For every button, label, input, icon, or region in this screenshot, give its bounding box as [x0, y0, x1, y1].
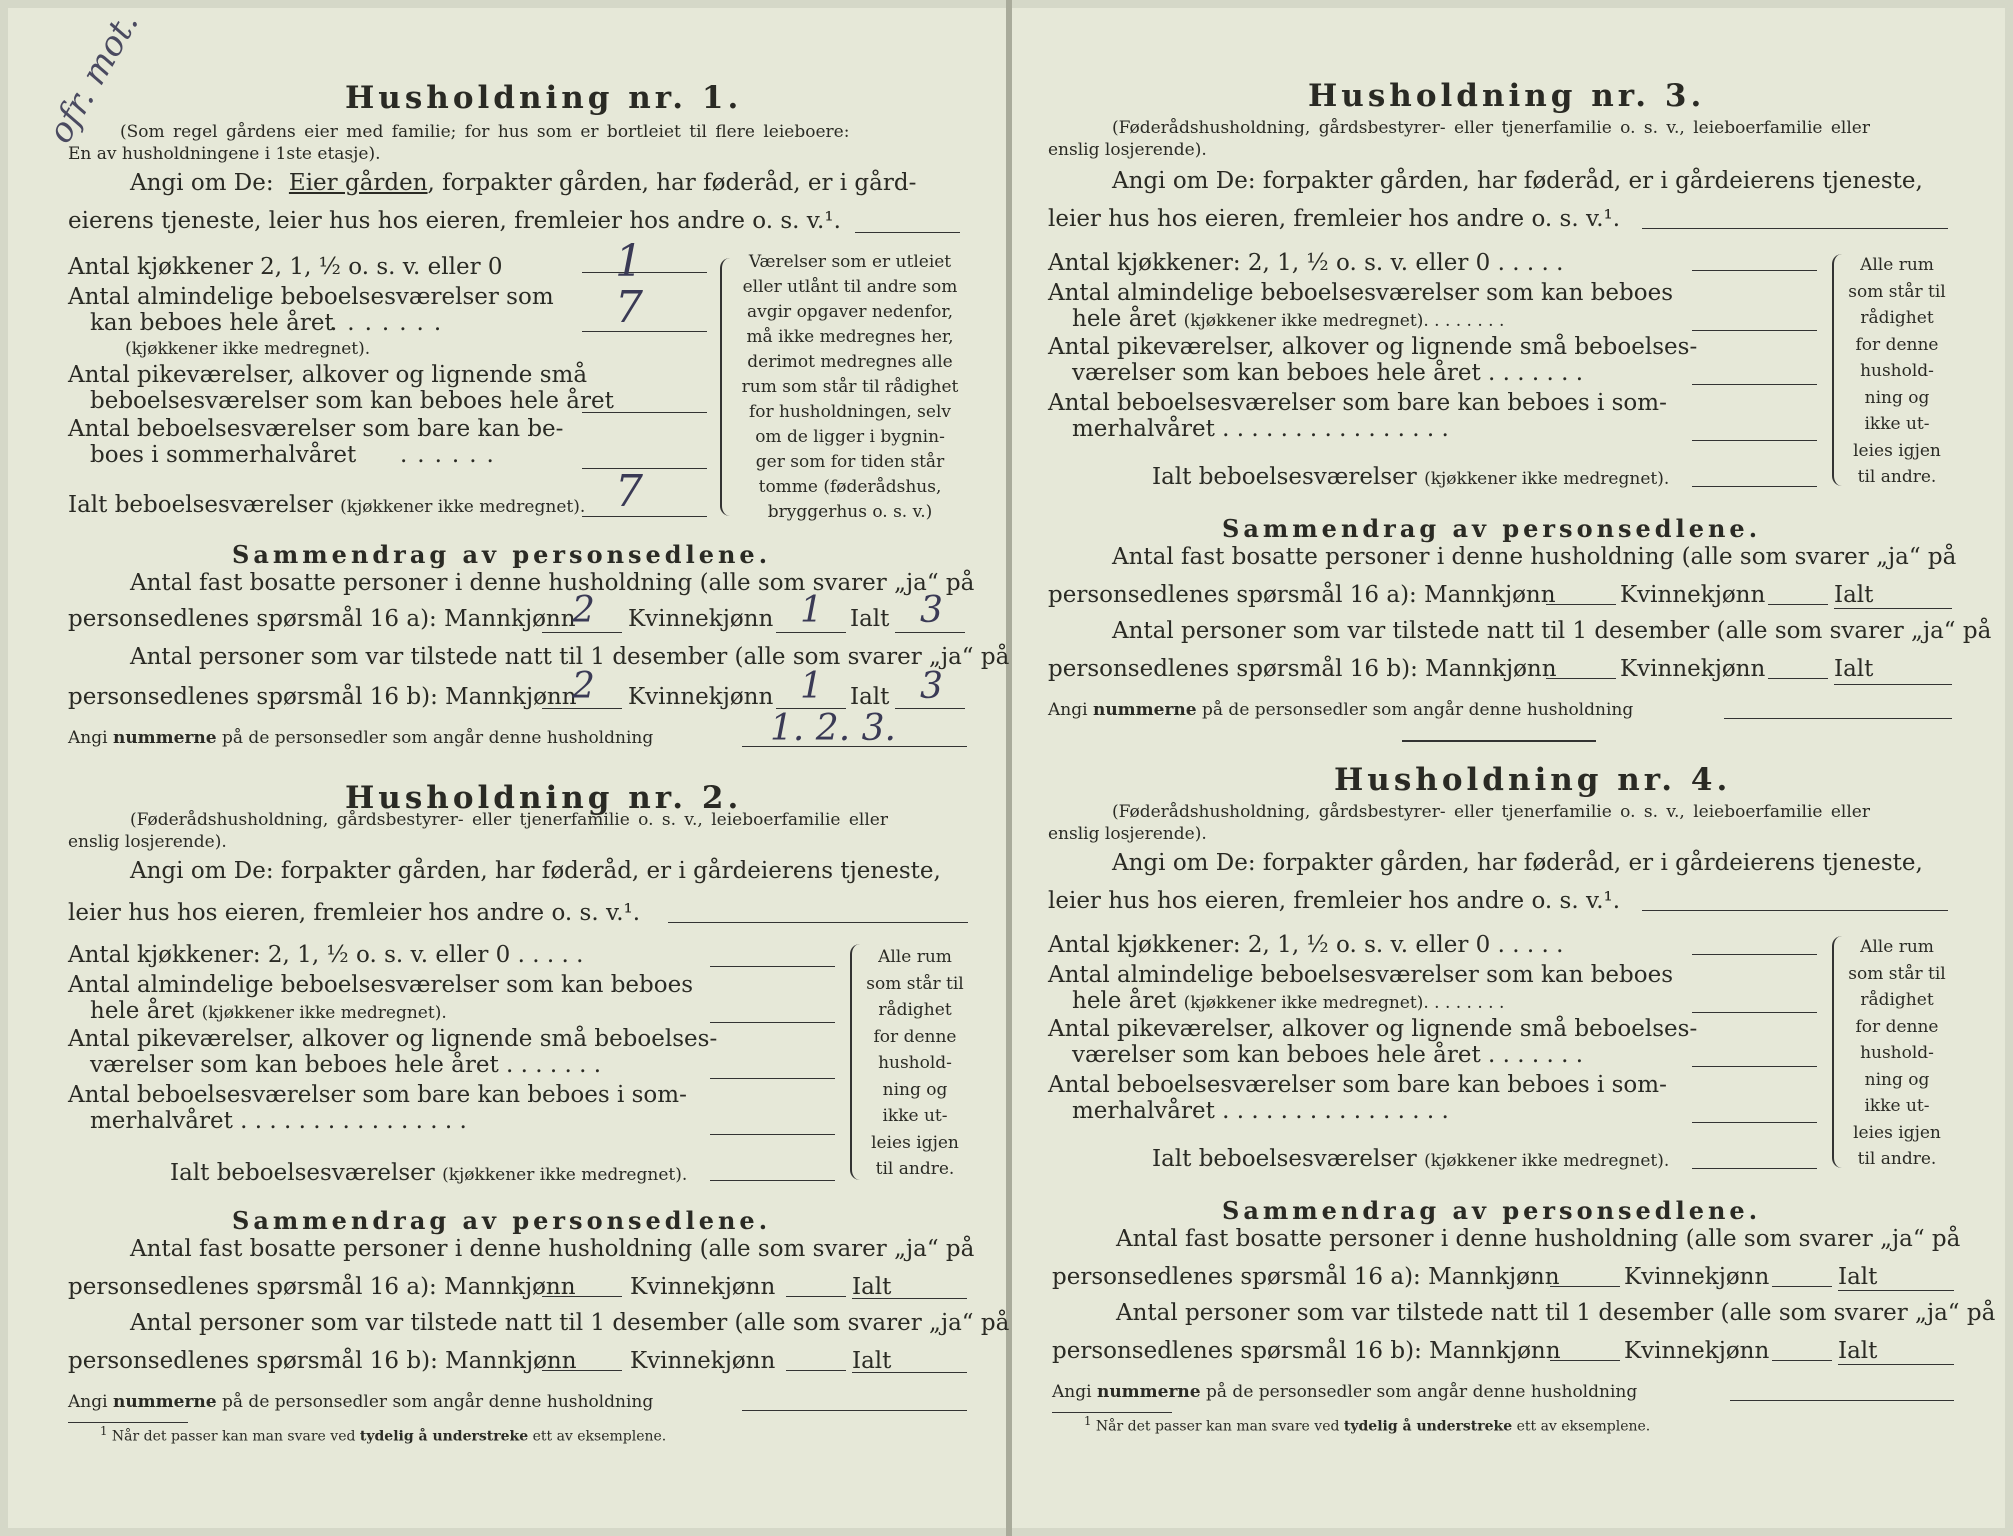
- household-1-pike-line1: Antal pikeværelser, alkover og lignende små: [68, 362, 588, 388]
- angi-label: Angi om De:: [130, 170, 274, 196]
- household-1-til-total[interactable]: 3: [920, 666, 943, 707]
- numbers-answer-line: [1724, 718, 1952, 719]
- pike-answer-line: [710, 1078, 835, 1079]
- til-total-line: [895, 708, 965, 709]
- household-3-ordinary-line1: Antal almindelige beboelsesværelser som kan beboes: [1048, 280, 1674, 306]
- side-note-line: leies igjen: [1853, 1122, 1941, 1143]
- til-male-line: [542, 1370, 622, 1371]
- ordinary-l2: hele året: [1072, 988, 1177, 1014]
- household-4-intro-line1: (Føderådshusholdning, gårdsbestyrer- eller tjenerfamilie o. s. v., leieboerfamilie eller: [1112, 802, 1870, 822]
- total-answer-line: [582, 516, 707, 517]
- side-note-line: rådighet: [1860, 990, 1934, 1010]
- til-female-label: Kvinnekjønn: [628, 684, 774, 710]
- household-1-angi-line2: eierens tjeneste, leier hus hos eieren, fremleier hos andre o. s. v.¹.: [68, 208, 841, 234]
- til-male-line: [542, 708, 622, 709]
- fast-female-label: Kvinnekjønn: [628, 606, 774, 632]
- fast-total-label: Ialt: [852, 1274, 892, 1300]
- handwritten-annotation: ofr. mot.: [40, 4, 147, 151]
- til-total-line: [1834, 684, 1952, 685]
- household-1-fast-line2: [68, 606, 576, 632]
- total-answer-line: [1692, 1168, 1817, 1169]
- side-note-line: hushold-: [1860, 361, 1934, 381]
- numbers-answer-line: [1730, 1400, 1954, 1401]
- household-3-intro-line2: enslig losjerende).: [1048, 140, 1207, 160]
- household-3-summer-line2: merhalvåret . . . . . . . . . . . . . . . .: [1072, 416, 1449, 442]
- household-2-title: Husholdning nr. 2.: [345, 780, 743, 816]
- til-male-line: [1550, 1360, 1620, 1361]
- num-a: Angi: [1048, 700, 1088, 720]
- household-4-intro-line2: enslig losjerende).: [1048, 824, 1207, 844]
- household-2-intro-line2: enslig losjerende).: [68, 832, 227, 852]
- household-2-fast-line2: personsedlenes spørsmål 16 a): Mannkjønn: [68, 1274, 576, 1300]
- side-note-line: til andre.: [1857, 467, 1937, 487]
- side-note-line: som står til: [866, 973, 964, 994]
- household-1-til-line2: personsedlenes spørsmål 16 b): Mannkjønn: [68, 684, 577, 710]
- til-female-label: Kvinnekjønn: [630, 1348, 776, 1374]
- household-2-angi-line1: Angi om De: forpakter gården, har føderåd, er i gårdeierens tjeneste,: [130, 858, 941, 884]
- household-3-fast-line1: Antal fast bosatte personer i denne husholdning (alle som svarer „ja“ på: [1112, 544, 1957, 570]
- fast-label: personsedlenes spørsmål 16 a): Mannkjønn: [68, 606, 576, 632]
- household-2-fast-line1: Antal fast bosatte personer i denne husholdning (alle som svarer „ja“ på: [130, 1236, 975, 1262]
- num-b: nummerne: [112, 728, 217, 748]
- household-4-kitchen-label: Antal kjøkkener: 2, 1, ½ o. s. v. eller 0 . . . . .: [1048, 932, 1564, 958]
- footnote-number: 1: [1084, 1414, 1092, 1428]
- household-3-til-line1: Antal personer som var tilstede natt til 1 desember (alle som svarer „ja“ på: [1112, 618, 1992, 644]
- household-4-til-line1: Antal personer som var tilstede natt til 1 desember (alle som svarer „ja“ på: [1116, 1300, 1996, 1326]
- angi-blank-line: [668, 922, 968, 923]
- angi-blank-line: [855, 232, 960, 233]
- side-note-line: avgir opgaver nedenfor,: [746, 302, 953, 322]
- ordinary-l3: (kjøkkener ikke medregnet). . . . . . . .: [1183, 311, 1505, 331]
- household-1-numbers-value[interactable]: 1. 2. 3.: [770, 708, 896, 749]
- household-4-angi-line1: Angi om De: forpakter gården, har føderåd, er i gårdeierens tjeneste,: [1112, 850, 1923, 876]
- total-note: (kjøkkener ikke medregnet).: [1424, 469, 1670, 489]
- til-female-line: [1768, 678, 1828, 679]
- fast-female-line: [786, 1296, 846, 1297]
- household-2-kitchen-label: Antal kjøkkener: 2, 1, ½ o. s. v. eller 0 . . . . .: [68, 942, 584, 968]
- side-note-line: må ikke medregnes her,: [746, 327, 954, 347]
- household-3-intro-line1: (Føderådshusholdning, gårdsbestyrer- eller tjenerfamilie o. s. v., leieboerfamilie eller: [1112, 118, 1870, 138]
- household-2-intro-line1: (Føderådshusholdning, gårdsbestyrer- eller tjenerfamilie o. s. v., leieboerfamilie eller: [130, 810, 888, 830]
- household-4-ordinary-line1: Antal almindelige beboelsesværelser som kan beboes: [1048, 962, 1674, 988]
- til-male-line: [1546, 678, 1616, 679]
- household-2-side-note: [860, 944, 970, 1183]
- kitchen-answer-line: [1692, 270, 1817, 271]
- fast-total-line: [852, 1298, 967, 1299]
- household-1-summer-line2: boes i sommerhalvåret: [90, 442, 357, 468]
- ordinary-l2: hele året: [90, 998, 195, 1024]
- fast-total-label: Ialt: [1838, 1264, 1878, 1290]
- total-note: (kjøkkener ikke medregnet).: [442, 1165, 688, 1185]
- household-3-pike-line1: Antal pikeværelser, alkover og lignende små beboelses-: [1048, 334, 1698, 360]
- side-note-line: ning og: [1864, 387, 1930, 408]
- household-3-angi-line1: Angi om De: forpakter gården, har føderåd, er i gårdeierens tjeneste,: [1112, 168, 1923, 194]
- household-1-fast-total[interactable]: 3: [920, 590, 943, 631]
- household-2-til-line2: personsedlenes spørsmål 16 b): Mannkjønn: [68, 1348, 577, 1374]
- num-a: Angi: [68, 728, 108, 748]
- footnote-right: [1084, 1414, 1650, 1435]
- kitchen-answer-line: [710, 966, 835, 967]
- fast-female-line: [1772, 1286, 1832, 1287]
- eier-garden-underlined: Eier gården: [288, 170, 428, 196]
- angi-blank-line: [1642, 228, 1948, 229]
- household-1-angi-line1: [130, 170, 916, 196]
- side-note-line: rådighet: [878, 1000, 952, 1020]
- fast-female-line: [776, 632, 846, 633]
- household-2-pike-line1: Antal pikeværelser, alkover og lignende små beboelses-: [68, 1026, 718, 1052]
- ordinary-answer-line: [1692, 330, 1817, 331]
- num-b: nummerne: [1096, 1382, 1201, 1402]
- side-note-line: tomme (føderådshus,: [758, 477, 942, 497]
- side-note-line: Alle rum: [878, 947, 952, 967]
- household-3-total-label: [1152, 464, 1669, 490]
- pike-answer-line: [1692, 1066, 1817, 1067]
- side-note-line: Værelser som er utleiet: [748, 252, 952, 272]
- fast-female-line: [1768, 604, 1828, 605]
- footnote-b: tydelig å understreke: [359, 1428, 529, 1445]
- fast-total-label: Ialt: [1834, 582, 1874, 608]
- household-3-side-note: [1842, 252, 1952, 491]
- household-1-til-female[interactable]: 1: [800, 666, 823, 707]
- household-4-side-note: [1842, 934, 1952, 1173]
- kitchen-answer-line: [1692, 954, 1817, 955]
- til-female-line: [1772, 1360, 1832, 1361]
- household-4-pike-line1: Antal pikeværelser, alkover og lignende små beboelses-: [1048, 1016, 1698, 1042]
- fast-male-line: [542, 632, 622, 633]
- side-note-brace: [850, 944, 860, 1180]
- household-2-numbers-label: [68, 1392, 653, 1412]
- section-divider: [1402, 740, 1596, 742]
- angi-rest: , forpakter gården, har føderåd, er i gård-: [427, 170, 917, 196]
- household-4-title: Husholdning nr. 4.: [1334, 762, 1732, 798]
- num-b: nummerne: [1092, 700, 1197, 720]
- household-2-summer-line2: merhalvåret . . . . . . . . . . . . . . . .: [90, 1108, 467, 1134]
- household-3-summer-line1: Antal beboelsesværelser som bare kan beboes i som-: [1048, 390, 1667, 416]
- household-3-numbers-label: [1048, 700, 1633, 720]
- left-page: [8, 8, 1008, 1528]
- household-3-title: Husholdning nr. 3.: [1308, 78, 1706, 114]
- num-c: på de personsedler som angår denne husholdning: [1202, 700, 1634, 720]
- pike-answer-line: [1692, 384, 1817, 385]
- household-1-ordinary-line3: (kjøkkener ikke medregnet).: [125, 339, 371, 359]
- ordinary-dots: .......: [330, 310, 452, 336]
- num-a: Angi: [68, 1392, 108, 1412]
- side-note-line: leies igjen: [871, 1132, 959, 1153]
- angi-blank-line: [1642, 910, 1948, 911]
- household-2-ordinary-line1: Antal almindelige beboelsesværelser som kan beboes: [68, 972, 694, 998]
- household-1-intro-line1: (Som regel gårdens eier med familie; for hus som er bortleiet til flere leieboere:: [120, 122, 850, 142]
- fast-male-line: [1546, 604, 1616, 605]
- side-note-line: ikke ut-: [1864, 414, 1930, 434]
- total-answer-line: [710, 1180, 835, 1181]
- household-2-til-line1: Antal personer som var tilstede natt til 1 desember (alle som svarer „ja“ på: [130, 1310, 1010, 1336]
- household-2-ordinary-line2: [90, 998, 447, 1024]
- fast-male-line: [542, 1296, 622, 1297]
- fast-female-label: Kvinnekjønn: [1620, 582, 1766, 608]
- household-1-pike-line2: beboelsesværelser som kan beboes hele året: [90, 388, 614, 414]
- side-note-line: ning og: [1864, 1069, 1930, 1090]
- til-total-label: Ialt: [850, 684, 890, 710]
- footnote-number: 1: [100, 1424, 108, 1438]
- ordinary-answer-line: [710, 1022, 835, 1023]
- summer-dots: ......: [400, 442, 504, 468]
- household-4-pike-line2: værelser som kan beboes hele året . . . . . . .: [1072, 1042, 1584, 1068]
- fast-female-label: Kvinnekjønn: [630, 1274, 776, 1300]
- side-note-line: til andre.: [875, 1159, 955, 1179]
- footnote-b: tydelig å understreke: [1343, 1418, 1513, 1435]
- side-note-line: ikke ut-: [882, 1106, 948, 1126]
- household-3-til-line2: personsedlenes spørsmål 16 b): Mannkjønn: [1048, 656, 1557, 682]
- side-note-line: rådighet: [1860, 308, 1934, 328]
- household-4-summer-line2: merhalvåret . . . . . . . . . . . . . . . .: [1072, 1098, 1449, 1124]
- kitchen-answer-line: [582, 272, 707, 273]
- til-female-label: Kvinnekjønn: [1620, 656, 1766, 682]
- num-c: på de personsedler som angår denne husholdning: [1206, 1382, 1638, 1402]
- household-1-side-note: [730, 250, 970, 525]
- household-1-summary-title: Sammendrag av personsedlene.: [232, 540, 772, 569]
- pike-answer-line: [582, 412, 707, 413]
- household-4-ordinary-line2: [1072, 988, 1504, 1014]
- footnote-a: Når det passer kan man svare ved: [1095, 1418, 1340, 1435]
- household-4-fast-line2: personsedlenes spørsmål 16 a): Mannkjønn: [1052, 1264, 1560, 1290]
- household-1-ordinary-line2: kan beboes hele året: [90, 310, 334, 336]
- fast-female-label: Kvinnekjønn: [1624, 1264, 1770, 1290]
- household-1-fast-male[interactable]: 2: [572, 590, 595, 631]
- numbers-answer-line: [742, 1410, 967, 1411]
- side-note-line: for denne: [1855, 1016, 1939, 1037]
- household-1-kitchen-label: Antal kjøkkener 2, 1, ½ o. s. v. eller 0: [68, 254, 503, 280]
- side-note-line: Alle rum: [1860, 937, 1934, 957]
- household-1-total-label: [68, 492, 585, 518]
- fast-total-line: [1834, 608, 1952, 609]
- household-1-til-line1: Antal personer som var tilstede natt til 1 desember (alle som svarer „ja“ på: [130, 644, 1010, 670]
- side-note-brace: [1832, 936, 1842, 1168]
- side-note-line: bryggerhus o. s. v.): [767, 502, 933, 522]
- fast-total-label: Ialt: [850, 606, 890, 632]
- fast-male-line: [1550, 1286, 1620, 1287]
- household-3-pike-line2: værelser som kan beboes hele året . . . . . . .: [1072, 360, 1584, 386]
- side-note-brace: [1832, 254, 1842, 486]
- household-1-numbers-label: [68, 728, 653, 748]
- household-4-fast-line1: Antal fast bosatte personer i denne husholdning (alle som svarer „ja“ på: [1116, 1226, 1961, 1252]
- household-2-angi-line2: leier hus hos eieren, fremleier hos andre o. s. v.¹.: [68, 900, 641, 926]
- footnote-left: [100, 1424, 666, 1445]
- side-note-line: leies igjen: [1853, 440, 1941, 461]
- footnote-c: ett av eksemplene.: [532, 1428, 667, 1445]
- footnote-rule: [68, 1422, 188, 1423]
- side-note-line: derimot medregnes alle: [747, 352, 953, 372]
- til-female-label: Kvinnekjønn: [1624, 1338, 1770, 1364]
- footnote-rule: [1052, 1412, 1172, 1413]
- side-note-brace: [720, 258, 730, 516]
- total-label: Ialt beboelsesværelser: [68, 492, 333, 518]
- household-4-til-line2: personsedlenes spørsmål 16 b): Mannkjønn: [1052, 1338, 1561, 1364]
- til-total-line: [1838, 1364, 1954, 1365]
- num-b: nummerne: [112, 1392, 217, 1412]
- household-1-ordinary-value[interactable]: 7: [615, 282, 643, 333]
- side-note-line: ikke ut-: [1864, 1096, 1930, 1116]
- til-total-label: Ialt: [1838, 1338, 1878, 1364]
- household-3-angi-line2: leier hus hos eieren, fremleier hos andre o. s. v.¹.: [1048, 206, 1621, 232]
- ordinary-answer-line: [582, 331, 707, 332]
- til-total-label: Ialt: [852, 1348, 892, 1374]
- side-note-line: for husholdningen, selv: [748, 402, 952, 422]
- ordinary-l3: (kjøkkener ikke medregnet). . . . . . . .: [1183, 993, 1505, 1013]
- total-note: (kjøkkener ikke medregnet).: [340, 497, 586, 517]
- total-label: Ialt beboelsesværelser: [1152, 464, 1417, 490]
- side-note-line: for denne: [873, 1026, 957, 1047]
- num-c: på de personsedler som angår denne husholdning: [222, 1392, 654, 1412]
- household-1-total-value[interactable]: 7: [615, 466, 643, 517]
- side-note-line: hushold-: [878, 1053, 952, 1073]
- household-1-ordinary-line1: Antal almindelige beboelsesværelser som: [68, 284, 554, 310]
- household-1-kitchen-value[interactable]: 1: [615, 236, 643, 287]
- ordinary-l3: (kjøkkener ikke medregnet).: [201, 1003, 447, 1023]
- side-note-line: rum som står til rådighet: [741, 377, 959, 397]
- household-2-summary-title: Sammendrag av personsedlene.: [232, 1206, 772, 1235]
- side-note-line: ger som for tiden står: [755, 452, 945, 472]
- footnote-a: Når det passer kan man svare ved: [111, 1428, 356, 1445]
- total-answer-line: [1692, 486, 1817, 487]
- household-1-intro-line2: En av husholdningene i 1ste etasje).: [68, 144, 381, 164]
- household-1-til-male[interactable]: 2: [572, 666, 595, 707]
- household-3-fast-line2: personsedlenes spørsmål 16 a): Mannkjønn: [1048, 582, 1556, 608]
- num-c: på de personsedler som angår denne husholdning: [222, 728, 654, 748]
- household-3-ordinary-line2: [1072, 306, 1504, 332]
- book-spine: [1006, 0, 1012, 1536]
- household-4-total-label: [1152, 1146, 1669, 1172]
- household-2-pike-line2: værelser som kan beboes hele året . . . . . . .: [90, 1052, 602, 1078]
- household-1-title: Husholdning nr. 1.: [345, 80, 743, 116]
- side-note-line: eller utlånt til andre som: [742, 277, 958, 297]
- household-2-total-label: [170, 1160, 687, 1186]
- side-note-line: som står til: [1848, 281, 1946, 302]
- household-4-numbers-label: [1052, 1382, 1637, 1402]
- household-3-summary-title: Sammendrag av personsedlene.: [1222, 514, 1762, 543]
- summer-answer-line: [1692, 1122, 1817, 1123]
- fast-total-line: [895, 632, 965, 633]
- household-4-summer-line1: Antal beboelsesværelser som bare kan beboes i som-: [1048, 1072, 1667, 1098]
- til-female-line: [786, 1370, 846, 1371]
- ordinary-answer-line: [1692, 1012, 1817, 1013]
- til-total-line: [852, 1372, 967, 1373]
- total-label: Ialt beboelsesværelser: [1152, 1146, 1417, 1172]
- summer-answer-line: [1692, 440, 1817, 441]
- side-note-line: om de ligger i bygnin-: [755, 427, 945, 447]
- household-4-summary-title: Sammendrag av personsedlene.: [1222, 1196, 1762, 1225]
- summer-answer-line: [710, 1134, 835, 1135]
- num-a: Angi: [1052, 1382, 1092, 1402]
- total-label: Ialt beboelsesværelser: [170, 1160, 435, 1186]
- side-note-line: som står til: [1848, 963, 1946, 984]
- summer-answer-line: [582, 468, 707, 469]
- household-1-fast-line1: Antal fast bosatte personer i denne husholdning (alle som svarer „ja“ på: [130, 570, 975, 596]
- household-1-summer-line1: Antal beboelsesværelser som bare kan be-: [68, 416, 564, 442]
- footnote-c: ett av eksemplene.: [1516, 1418, 1651, 1435]
- household-1-fast-female[interactable]: 1: [800, 590, 823, 631]
- fast-total-line: [1838, 1290, 1954, 1291]
- household-2-summer-line1: Antal beboelsesværelser som bare kan beboes i som-: [68, 1082, 687, 1108]
- til-total-label: Ialt: [1834, 656, 1874, 682]
- household-3-kitchen-label: Antal kjøkkener: 2, 1, ½ o. s. v. eller 0 . . . . .: [1048, 250, 1564, 276]
- side-note-line: Alle rum: [1860, 255, 1934, 275]
- household-4-angi-line2: leier hus hos eieren, fremleier hos andre o. s. v.¹.: [1048, 888, 1621, 914]
- ordinary-l2: hele året: [1072, 306, 1177, 332]
- side-note-line: ning og: [882, 1079, 948, 1100]
- side-note-line: til andre.: [1857, 1149, 1937, 1169]
- total-note: (kjøkkener ikke medregnet).: [1424, 1151, 1670, 1171]
- side-note-line: hushold-: [1860, 1043, 1934, 1063]
- side-note-line: for denne: [1855, 334, 1939, 355]
